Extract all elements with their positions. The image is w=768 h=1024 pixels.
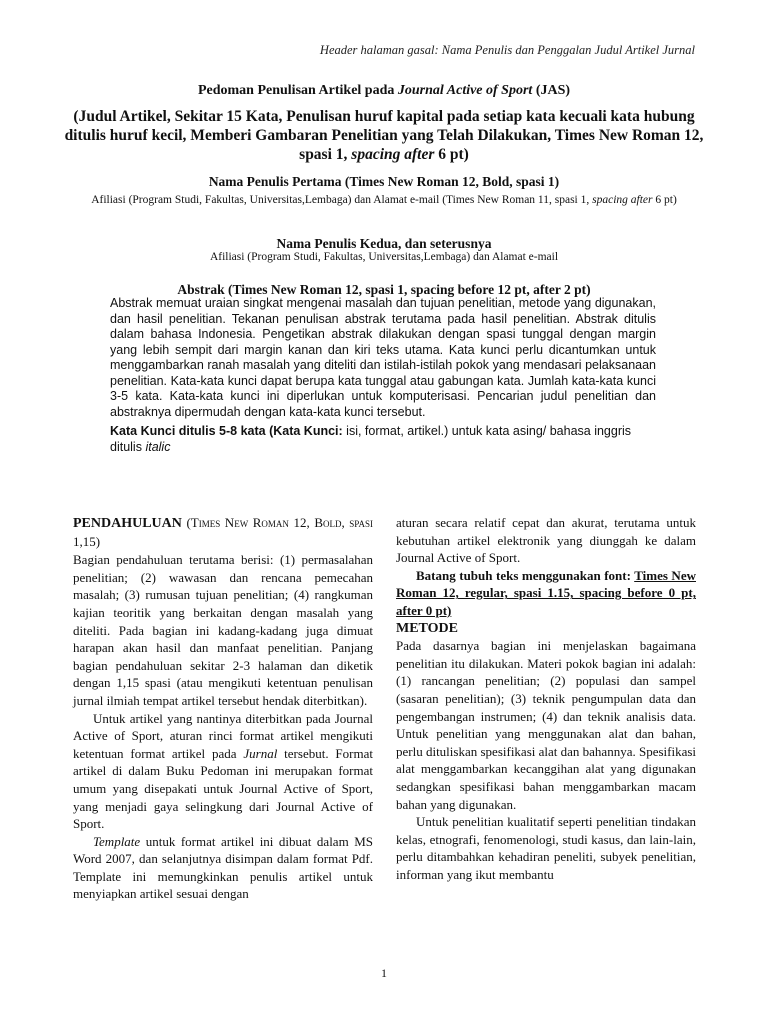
keywords-label: Kata Kunci ditulis 5-8 kata (Kata Kunci: [110,424,343,438]
author-1-name: Nama Penulis Pertama (Times New Roman 12, Bold, spasi 1) [208,174,560,189]
author-2-affiliation: Afiliasi (Program Studi, Fakultas, Universitas,Lembaga) dan Alamat e-mail [209,251,559,263]
author-2-name: Nama Penulis Kedua, dan seterusnya [276,236,492,251]
pendahuluan-paragraph-1: Bagian pendahuluan terutama berisi: (1) permasalahan penelitian; (2) wawasan dan rencana pemecahan masalah; (3) rumusan tujuan penelitian; (4) rangkuman kajian teoritik yang berkaitan dengan masalah yang diteliti. Pada bagian ini kadang-kadang juga dimuat harapan akan hasil dan manfaat penelitian. Panjang bagian pendahuluan sekitar 2-3 halaman dan diketik dengan 1,15 spasi (atau mengikuti ketentuan penulisan jurnal ilmiah tempat artikel tersebut hendak diterbitkan). [73,552,373,708]
keywords-italic: italic [145,439,171,454]
article-title [60,107,708,164]
metode-heading: METODE [396,620,458,636]
page-number: 1 [381,966,387,980]
guide-title-journal: Journal Active of Sport [397,83,533,98]
left-column [73,514,373,903]
abstract-section [110,296,656,455]
guide-title-prefix: Pedoman Penulisan Artikel pada [197,83,398,98]
abstract-heading: Abstrak (Times New Roman 12, spasi 1, spacing before 12 pt, after 2 pt) [177,282,591,297]
keywords-text: isi, format, artikel.) untuk kata asing/ bahasa inggris ditulis [110,424,632,454]
author-1-affiliation-italic: spacing after [592,194,653,206]
pendahuluan-paragraph-3 [73,833,373,903]
pendahuluan-title: PENDAHULUAN [73,516,182,531]
article-title-main: (Judul Artikel, Sekitar 15 Kata, Penulisan huruf kapital pada setiap kata kecuali kata hubung ditulis huruf kecil, Memberi Gambaran Penelitian yang Telah Dilakukan, Times New Roman 12, spasi 1, [64,108,704,163]
pendahuluan-p2-italic: Jurnal [243,745,278,761]
page-header-note: Header halaman gasal: Nama Penulis dan Penggalan Judul Artikel Jurnal [319,43,695,57]
right-column [396,514,696,883]
template-word: Template [93,833,141,849]
keywords-line [110,424,656,455]
pendahuluan-format-note: (Times New Roman 12, Bold, spasi 1,15) [73,515,373,549]
guide-title [60,83,708,99]
pendahuluan-continued: aturan secara relatif cepat dan akurat, terutama untuk kebutuhan artikel elektronik yang diunggah ke dalam Journal Active of Sport. [396,515,696,566]
author-1-affiliation-text: Afiliasi (Program Studi, Fakultas, Universitas,Lembaga) dan Alamat e-mail (Times New Roman 11, spasi 1, [91,194,593,206]
article-title-end: 6 pt) [434,146,469,163]
metode-paragraph-2: Untuk penelitian kualitatif seperti penelitian tindakan kelas, etnografi, fenomenologi, studi kasus, dan lain-lain, perlu ditambahkan kehadiran peneliti, subyek penelitian, informan yang ikut membantu [396,814,696,882]
pendahuluan-p3-text: untuk format artikel ini dibuat dalam MS Word 2007, dan selanjutnya disimpan dalam format Pdf. Template ini memungkinkan penulis artikel untuk menyiapkan artikel sesuai dengan [73,833,373,902]
body-font-note [396,567,696,620]
pendahuluan-heading [73,514,373,551]
author-1-affiliation-end: 6 pt) [652,194,677,206]
body-font-note-spec: Times New Roman 12, regular, spasi 1.15, spacing before 0 pt, after 0 pt) [396,567,696,618]
pendahuluan-p2-end: tersebut. Format artikel di dalam Buku Pedoman ini merupakan format umum yang disepakati untuk Journal Active of Sport, yang menjadi gaya selingkung dari Journal Active of Sport. [73,745,373,832]
abstract-text: Abstrak memuat uraian singkat mengenai masalah dan tujuan penelitian, metode yang digunakan, dan hasil penelitian. Tekanan penulisan abstrak terutama pada hasil penelitian. Abstrak ditulis dalam bahasa Indonesia. Pengetikan abstrak dilakukan dengan spasi tunggal dengan margin yang lebih sempit dari margin kanan dan kiri teks utama. Kata kunci perlu dicantumkan untuk menggambarkan ranah masalah yang diteliti dan istilah-istilah pokok yang mendasari pelaksanaan penelitian. Kata-kata kunci dapat berupa kata tunggal atau gabungan kata. Jumlah kata-kata kunci 3-5 kata. Kata-kata kunci ini diperlukan untuk komputerisasi. Pencarian judul penelitian dan abstraknya dipermudah dengan kata-kata kunci tersebut. [110,296,656,419]
metode-paragraph-1: Pada dasarnya bagian ini menjelaskan bagaimana penelitian itu dilakukan. Materi pokok bagian ini adalah: (1) rancangan penelitian; (2) populasi dan sampel (sasaran penelitian); (3) teknik pengumpulan data dan pengembangan instrumen; (4) dan teknik analisis data. Untuk penelitian yang menggunakan alat dan bahan, perlu dituliskan spesifikasi alat dan bahannya. Spesifikasi alat menggambarkan kecanggihan alat yang digunakan sedangkan spesifikasi bahan menggambarkan macam bahan yang digunakan. [396,638,697,812]
pendahuluan-paragraph-2 [73,710,373,833]
body-font-note-label: Batang tubuh teks menggunakan font: [416,567,635,583]
pendahuluan-p2-text: Untuk artikel yang nantinya diterbitkan pada Journal Active of Sport, aturan rinci format artikel mengikuti ketentuan format artikel pada [73,710,373,761]
guide-title-suffix: (JAS) [532,83,571,98]
author-1-affiliation [75,193,693,208]
article-title-italic: spacing after [351,146,435,163]
